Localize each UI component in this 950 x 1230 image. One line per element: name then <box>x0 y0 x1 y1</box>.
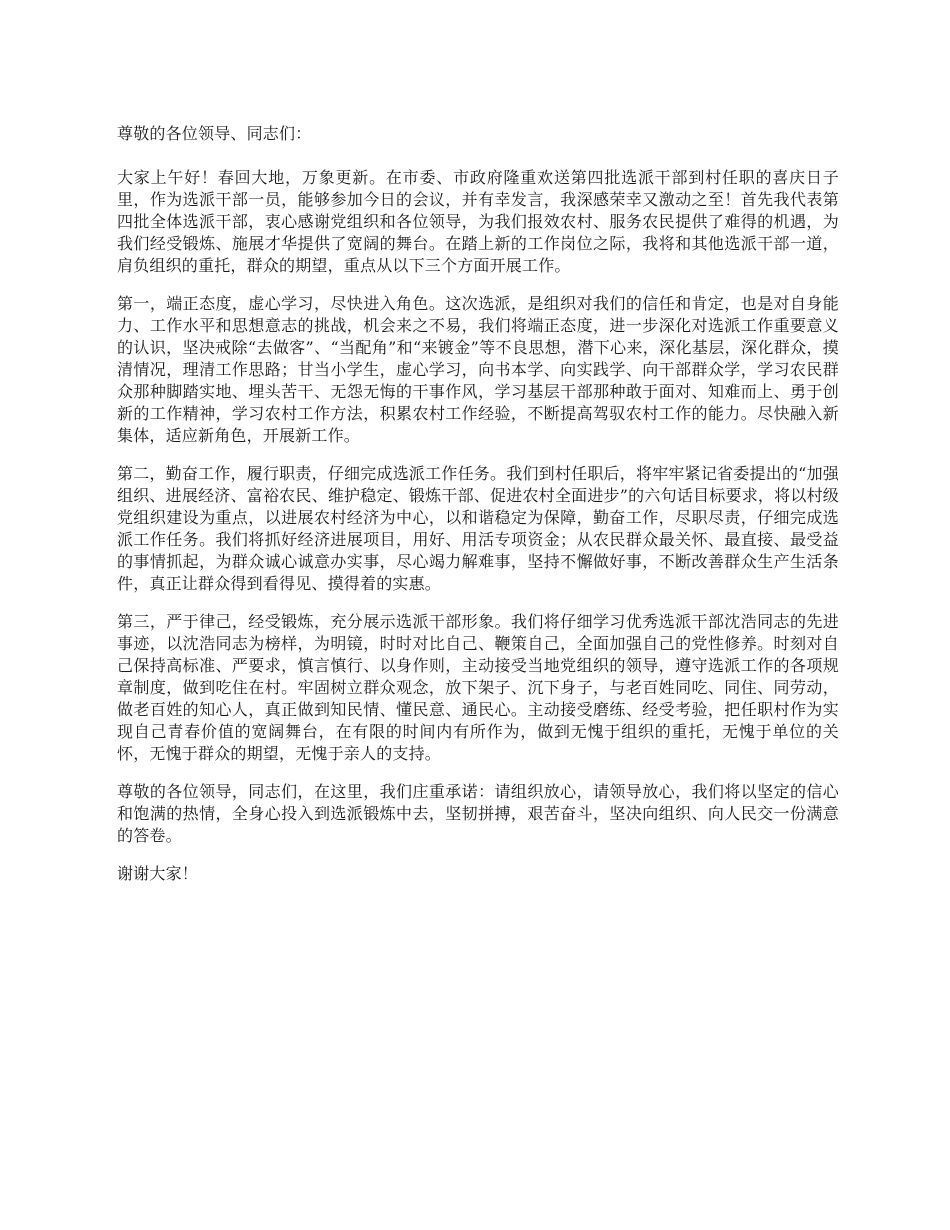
paragraph-opening: 大家上午好！春回大地，万象更新。在市委、市政府隆重欢送第四批选派干部到村任职的喜庆日子里，作为选派干部一员，能够参加今日的会议，并有幸发言，我深感荣幸又激动之至！首先我代表第四批全体选派干部，衷心感谢党组织和各位领导，为我们报效农村、服务农民提供了难得的机遇，为我们经受锻炼、施展才华提供了宽阔的舞台。在踏上新的工作岗位之际，我将和其他选派干部一道，肩负组织的重托，群众的期望，重点从以下三个方面开展工作。 <box>117 168 839 275</box>
paragraph-second-point: 第二，勤奋工作，履行职责，仔细完成选派工作任务。我们到村任职后，将牢牢紧记省委提出的“加强组织、进展经济、富裕农民、维护稳定、锻炼干部、促进农村全面进步”的六句话目标要求，将以村级党组织建设为重点，以进展农村经济为中心，以和谐稳定为保障，勤奋工作，尽职尽责，仔细完成选派工作任务。我们将抓好经济进展项目，用好、用活专项资金；从农民群众最关怀、最直接、最受益的事情抓起，为群众诚心诚意办实事，尽心竭力解难事，坚持不懈做好事，不断改善群众生产生活条件，真正让群众得到看得见、摸得着的实惠。 <box>117 464 839 593</box>
speech-document <box>117 123 839 901</box>
salutation: 尊敬的各位领导、同志们： <box>117 124 312 143</box>
paragraph-first-point: 第一，端正态度，虚心学习，尽快进入角色。这次选派，是组织对我们的信任和肯定，也是对自身能力、工作水平和思想意志的挑战，机会来之不易，我们将端正态度，进一步深化对选派工作重要意义的认识，坚决戒除“去做客”、“当配角”和“来镀金”等不良思想，潜下心来，深化基层，深化群众，摸清情况，理清工作思路；甘当小学生，虚心学习，向书本学、向实践学、向干部群众学，学习农民群众那种脚踏实地、埋头苦干、无怨无悔的干事作风，学习基层干部那种敢于面对、知难而上、勇于创新的工作精神，学习农村工作方法，积累农村工作经验，不断提高驾驭农村工作的能力。尽快融入新集体，适应新角色，开展新工作。 <box>117 294 839 445</box>
closing-thanks: 谢谢大家！ <box>117 864 199 883</box>
paragraph-pledge: 尊敬的各位领导，同志们，在这里，我们庄重承诺：请组织放心，请领导放心，我们将以坚定的信心和饱满的热情，全身心投入到选派锻炼中去，坚韧拼搏，艰苦奋斗，坚决向组织、向人民交一份满意的答卷。 <box>117 782 839 845</box>
paragraph-third-point: 第三，严于律己，经受锻炼，充分展示选派干部形象。我们将仔细学习优秀选派干部沈浩同志的先进事迹，以沈浩同志为榜样，为明镜，时时对比自己、鞭策自己，全面加强自己的党性修养。时刻对自己保持高标准、严要求，慎言慎行、以身作则，主动接受当地党组织的领导，遵守选派工作的各项规章制度，做到吃住在村。牢固树立群众观念，放下架子、沉下身子，与老百姓同吃、同住、同劳动，做老百姓的知心人，真正做到知民情、懂民意、通民心。主动接受磨练、经受考验，把任职村作为实现自己青春价值的宽阔舞台，在有限的时间内有所作为，做到无愧于组织的重托，无愧于单位的关怀，无愧于群众的期望，无愧于亲人的支持。 <box>117 612 839 763</box>
